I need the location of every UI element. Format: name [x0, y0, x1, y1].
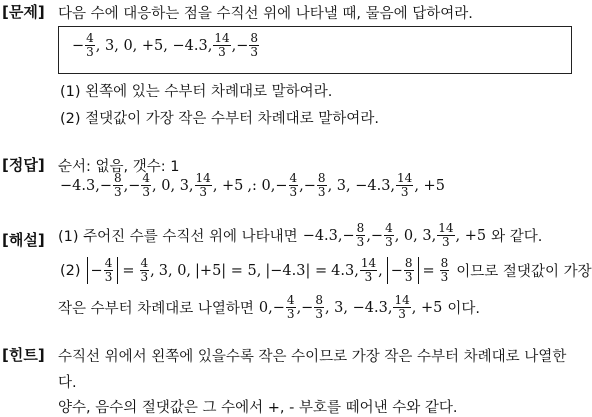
question-2: (2) 절댓값이 가장 작은 수부터 차례대로 말하여라. — [60, 111, 379, 127]
fraction: $\frac{4}{3}$ — [289, 171, 298, 199]
fraction: $\frac{8}{3}$ — [404, 256, 413, 284]
answer-line-2: −4.3, − $\frac{8}{3}$ , − $\frac{4}{3}$ , 0, 3, $\frac{14}{3}$ , +5 ,: 0, − $\frac{4}{3}$ , − $\frac{8}{3}$ , 3, −4.3, $\frac{14}{3}$ , +5 — [60, 171, 445, 199]
fraction: $\frac{4}{3}$ — [142, 171, 151, 199]
explanation-line-3: 작은 수부터 차례대로 나열하면 0, − $\frac{4}{3}$ , − $\frac{8}{3}$ , 3, −4.3, $\frac{14}{3}$ , +5 이다. — [58, 293, 480, 321]
fraction: $\frac{4}{3}$ — [104, 256, 113, 284]
fraction: $\frac{8}{3}$ — [113, 171, 122, 199]
explanation-line-1: (1) 주어진 수를 수직선 위에 나타내면 −4.3, − $\frac{8}{3}$ , − $\frac{4}{3}$ , 0, 3, $\frac{14}{3}$ , +5 와 같다. — [58, 221, 543, 249]
fraction: $\frac{14}{3}$ — [438, 221, 454, 249]
comma: , — [231, 37, 237, 54]
explanation-tag: [해설] — [2, 231, 45, 249]
hint-line-2: 다. — [58, 375, 77, 391]
hint-line-1: 수직선 위에서 왼쪽에 있을수록 작은 수이므로 가장 작은 수부터 차례대로 나열한 — [58, 349, 567, 365]
hint-tag: [힌트] — [2, 346, 45, 364]
answer-line-1: 순서: 없음, 갯수: 1 — [58, 159, 180, 175]
fraction: $\frac{4}{3}$ — [86, 31, 94, 59]
fraction: $\frac{4}{3}$ — [140, 256, 149, 284]
fraction: $\frac{4}{3}$ — [385, 221, 393, 249]
number-list-mid: , 3, 0, +5, −4.3, — [95, 37, 213, 54]
fraction: $\frac{14}{3}$ — [195, 171, 211, 199]
fraction: $\frac{14}{3}$ — [360, 256, 377, 284]
problem-intro: 다음 수에 대응하는 점을 수직선 위에 나타낼 때, 물음에 답하여라. — [58, 6, 473, 22]
answer-tag: [정답] — [2, 156, 45, 174]
minus-sign: − — [72, 37, 85, 54]
number-list — [72, 32, 260, 59]
minus-sign: − — [236, 37, 249, 54]
question-1: (1) 왼쪽에 있는 수부터 차례대로 말하여라. — [60, 84, 333, 100]
fraction: $\frac{8}{3}$ — [317, 171, 326, 199]
hint-line-3: 양수, 음수의 절댓값은 그 수에서 +, - 부호를 떼어낸 수와 같다. — [58, 400, 458, 416]
fraction: $\frac{8}{3}$ — [440, 256, 449, 284]
fraction: $\frac{8}{3}$ — [250, 31, 259, 59]
problem-tag: [문제] — [2, 3, 45, 21]
fraction: $\frac{14}{3}$ — [214, 31, 230, 59]
fraction: $\frac{14}{3}$ — [394, 293, 410, 321]
fraction: $\frac{8}{3}$ — [356, 221, 365, 249]
fraction: $\frac{14}{3}$ — [397, 171, 413, 199]
fraction: $\frac{4}{3}$ — [286, 293, 295, 321]
explanation-line-2: (2) − $\frac{4}{3}$ = $\frac{4}{3}$ , 3, 0, |+5| = 5, |−4.3| = 4.3, $\frac{14}{3}$ , − $\frac{8}{3}$ = $\frac{8}{3}$ 이므로 절댓값이 가장 — [60, 256, 592, 284]
fraction: $\frac{8}{3}$ — [315, 293, 323, 321]
